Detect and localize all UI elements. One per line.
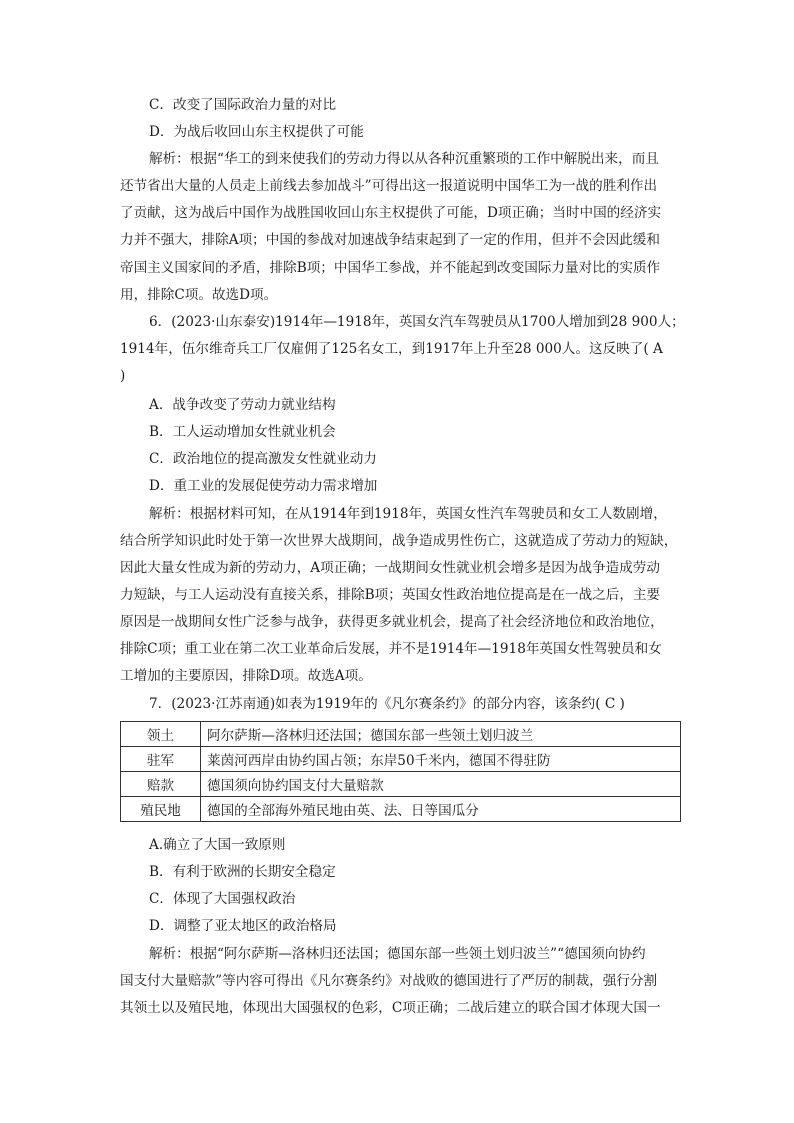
- q6-option-d: D．重工业的发展促使劳动力需求增加: [149, 478, 378, 494]
- q5-analysis-line: 解析：根据“华工的到来使我们的劳动力得以从各种沉重繁琐的工作中解脱出来，而且: [149, 151, 659, 167]
- table-cell-key: 赔款: [121, 772, 201, 797]
- q6-analysis-line: 解析：根据材料可知，在从1914年到1918年，英国女性汽车驾驶员和女工人数剧增，: [149, 506, 667, 522]
- q5-analysis-line: 帝国主义国家间的矛盾，排除B项；中国华工参战，并不能起到改变国际力量对比的实质作: [120, 260, 661, 276]
- q7-option-d: D．调整了亚太地区的政治格局: [149, 918, 337, 934]
- table-cell-key: 驻军: [121, 747, 201, 772]
- q6-analysis-line: 工增加的主要原因，排除D项。故选A项。: [120, 668, 372, 684]
- q5-option-c: C．改变了国际政治力量的对比: [149, 97, 337, 113]
- q7-analysis-line: 解析：根据“阿尔萨斯—洛林归还法国；德国东部一些领土划归波兰”“德国须向协约: [149, 946, 646, 962]
- q5-analysis-line: 还节省出大量的人员走上前线去参加战斗”可得出这一报道说明中国华工为一战的胜利作出: [120, 178, 658, 194]
- table-cell-key: 领土: [121, 722, 201, 747]
- table-row: [121, 747, 681, 772]
- q6-analysis-line: 因此大量女性成为新的劳动力，A项正确；一战期间女性就业机会增多是因为战争造成劳动: [120, 560, 660, 576]
- q6-analysis-line: 力短缺，与工人运动没有直接关系，排除B项；英国女性政治地位提高是在一战之后，主要: [120, 587, 661, 603]
- table-cell-key: 殖民地: [121, 797, 201, 822]
- table-cell-value: 阿尔萨斯—洛林归还法国；德国东部一些领土划归波兰: [201, 722, 681, 747]
- q7-option-b: B．有利于欧洲的长期安全稳定: [149, 864, 336, 880]
- table-cell-value: 德国的全部海外殖民地由英、法、日等国瓜分: [201, 797, 681, 822]
- table-row: [121, 797, 681, 822]
- q6-analysis-line: 结合所学知识此时处于第一次世界大战期间，战争造成男性伤亡，这就造成了劳动力的短缺，: [120, 533, 678, 549]
- table-cell-value: 莱茵河西岸由协约国占领；东岸50千米内，德国不得驻防: [201, 747, 681, 772]
- q7-option-c: C．体现了大国强权政治: [149, 891, 296, 907]
- q7-stem: 7．(2023·江苏南通)如表为1919年的《凡尔赛条约》的部分内容，该条约( C ): [149, 696, 625, 712]
- table-cell-value: 德国须向协约国支付大量赔款: [201, 772, 681, 797]
- q6-option-c: C．政治地位的提高激发女性就业动力: [149, 451, 377, 467]
- q5-analysis-line: 了贡献，这为战后中国作为战胜国收回山东主权提供了可能，D项正确；当时中国的经济实: [120, 205, 662, 221]
- q7-option-a: A.确立了大国一致原则: [149, 837, 286, 853]
- q6-analysis-line: 排除C项；重工业在第二次工业革命后发展，并不是1914年—1918年英国女性驾驶员和女: [120, 641, 662, 657]
- q5-option-d: D．为战后收回山东主权提供了可能: [149, 124, 364, 140]
- q6-analysis-line: 原因是一战期间女性广泛参与战争，获得更多就业机会，提高了社会经济地位和政治地位，: [120, 614, 664, 630]
- q6-stem-line: 6．(2023·山东泰安)1914年—1918年，英国女汽车驾驶员从1700人增加到28 900人；: [149, 314, 685, 330]
- table-row: [121, 772, 681, 797]
- q6-option-b: B．工人运动增加女性就业机会: [149, 424, 336, 440]
- q6-stem-line: 1914年，伍尔维奇兵工厂仅雇佣了125名女工，到1917年上升至28 000人。这反映了( A: [120, 341, 663, 357]
- treaty-table: [120, 721, 681, 822]
- q7-analysis-line: 国支付大量赔款”等内容可得出《凡尔赛条约》对战败的德国进行了严厉的制裁，强行分割: [120, 973, 658, 989]
- q7-analysis-line: 其领土以及殖民地，体现出大国强权的色彩，C项正确；二战后建立的联合国才体现大国一: [120, 1000, 661, 1016]
- q6-stem-line: ): [120, 368, 126, 384]
- q6-option-a: A．战争改变了劳动力就业结构: [149, 397, 336, 413]
- q5-analysis-line: 力并不强大，排除A项；中国的参战对加速战争结束起到了一定的作用，但并不会因此缓和: [120, 232, 660, 248]
- table-row: [121, 722, 681, 747]
- q5-analysis-line: 用，排除C项。故选D项。: [120, 287, 278, 303]
